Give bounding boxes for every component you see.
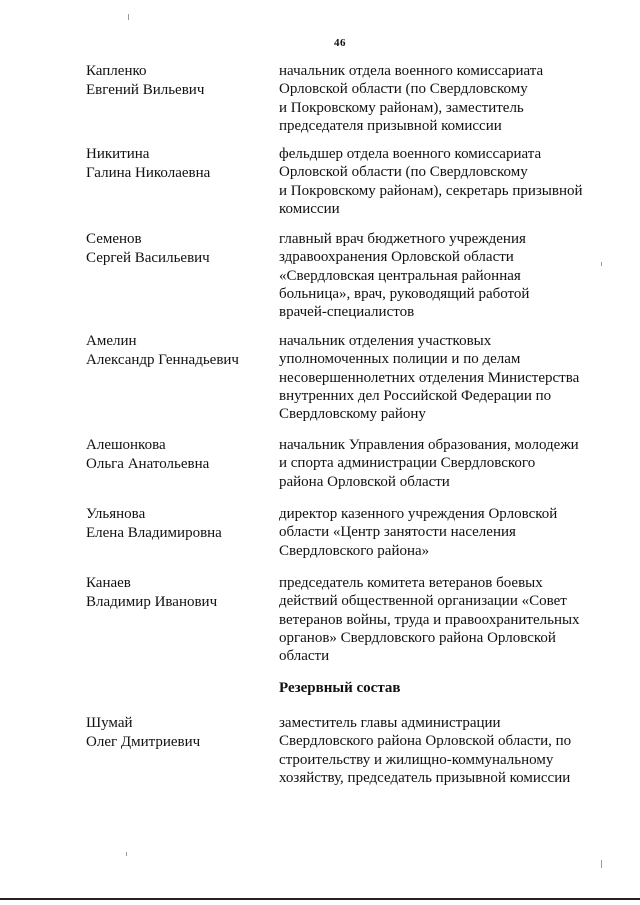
role-line: «Свердловская центральная районная — [279, 267, 521, 284]
role-line: фельдшер отдела военного комиссариата — [279, 146, 542, 162]
role-line: заместитель главы администрации — [279, 715, 501, 731]
member-name — [86, 714, 271, 752]
member-name — [86, 62, 271, 100]
role-line: ветеранов войны, труда и правоохранительных — [279, 611, 580, 628]
member-given-names: Евгений Вильевич — [86, 82, 205, 98]
role-line: председатель комитета ветеранов боевых — [279, 575, 543, 591]
member-surname: Семенов — [86, 231, 142, 247]
role-line: строительству и жилищно-коммунальному — [279, 751, 554, 768]
member-role — [279, 436, 609, 491]
role-line: и Покровскому районам), заместитель — [279, 99, 524, 116]
role-line: больница», врач, руководящий работой — [279, 285, 530, 302]
member-given-names: Сергей Васильевич — [86, 250, 210, 266]
member-role — [279, 332, 609, 423]
role-line: Свердловскому району — [279, 406, 426, 423]
member-name — [86, 332, 271, 370]
member-surname: Капленко — [86, 63, 147, 79]
member-name — [86, 505, 271, 543]
role-line: внутренних дел Российской Федерации по — [279, 387, 552, 404]
member-given-names: Галина Николаевна — [86, 165, 211, 181]
member-given-names: Олег Дмитриевич — [86, 734, 201, 750]
member-surname: Шумай — [86, 715, 133, 731]
role-line: органов» Свердловского района Орловской — [279, 629, 556, 646]
member-name — [86, 436, 271, 474]
reserve-section-title: Резервный состав — [279, 680, 401, 696]
role-line: начальник Управления образования, молодежи — [279, 437, 579, 453]
role-line: главный врач бюджетного учреждения — [279, 231, 526, 247]
member-given-names: Владимир Иванович — [86, 594, 218, 610]
member-name — [86, 230, 271, 268]
member-surname: Канаев — [86, 575, 131, 591]
role-line: врачей-специалистов — [279, 304, 415, 321]
role-line: области «Центр занятости населения — [279, 524, 516, 541]
scan-speck — [128, 14, 129, 20]
member-surname: Никитина — [86, 146, 150, 162]
role-line: начальник отделения участковых — [279, 333, 492, 349]
role-line: района Орловской области — [279, 473, 450, 490]
member-surname: Алешонкова — [86, 437, 166, 453]
scan-speck — [126, 852, 127, 856]
role-line: здравоохранения Орловской области — [279, 249, 514, 266]
role-line: Орловской области (по Свердловскому — [279, 164, 528, 181]
member-role — [279, 574, 609, 665]
member-surname: Амелин — [86, 333, 137, 349]
member-name — [86, 574, 271, 612]
member-role — [279, 62, 609, 135]
member-given-names: Ольга Анатольевна — [86, 456, 210, 472]
member-role — [279, 714, 609, 787]
page-number: 46 — [334, 37, 346, 49]
role-line: председателя призывной комиссии — [279, 117, 502, 134]
role-line: и спорта администрации Свердловского — [279, 455, 536, 472]
role-line: комиссии — [279, 200, 340, 217]
member-role — [279, 145, 609, 218]
role-line: директор казенного учреждения Орловской — [279, 506, 558, 522]
role-line: действий общественной организации «Совет — [279, 593, 567, 610]
member-role — [279, 505, 609, 560]
member-given-names: Александр Геннадьевич — [86, 352, 239, 368]
page-bottom-edge — [0, 898, 640, 900]
role-line: области — [279, 648, 330, 665]
role-line: Свердловского района Орловской области, по — [279, 733, 572, 750]
role-line: хозяйству, председатель призывной комиссии — [279, 769, 571, 786]
role-line: и Покровскому районам), секретарь призывной — [279, 182, 583, 199]
role-line: Орловской области (по Свердловскому — [279, 81, 528, 98]
role-line: Свердловского района» — [279, 542, 430, 559]
role-line: начальник отдела военного комиссариата — [279, 63, 544, 79]
member-given-names: Елена Владимировна — [86, 525, 222, 541]
role-line: несовершеннолетних отделения Министерства — [279, 369, 580, 386]
member-surname: Ульянова — [86, 506, 146, 522]
member-name — [86, 145, 271, 183]
role-line: уполномоченных полиции и по делам — [279, 351, 521, 368]
scan-speck — [601, 860, 602, 868]
member-role — [279, 230, 609, 321]
